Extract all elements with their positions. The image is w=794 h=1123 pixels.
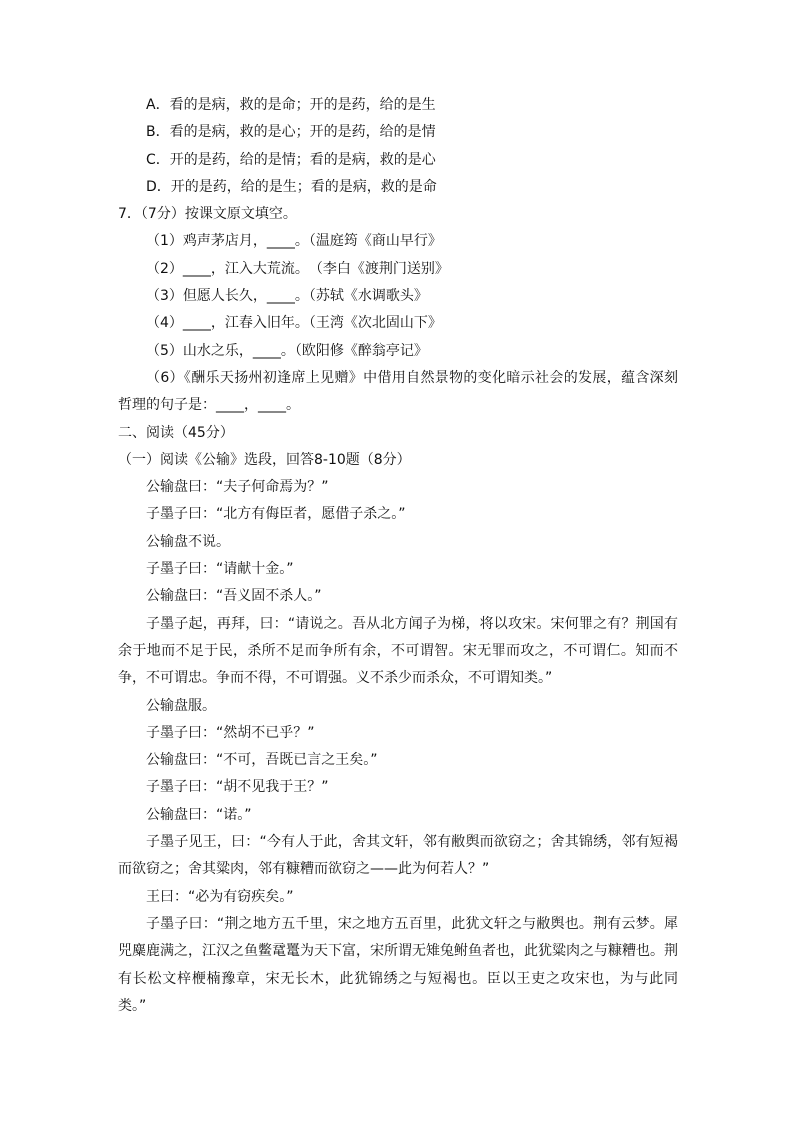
passage-paragraph: 公输盘曰：“吾义固不杀人。” [146,588,322,605]
option-b: B．看的是病，救的是心；开的是药，给的是情 [146,124,436,141]
passage-paragraph: 王曰：“必为有窃疾矣。” [146,888,294,905]
q7-item-3: （3）但愿人长久，____。（苏轼《水调歌头》 [146,288,428,305]
passage-paragraph: 子墨子起，再拜，曰：“请说之。吾从北方闻子为梯，将以攻宋。宋何罪之有？荆国有余于地而不足于民，杀所不足而争所有余，不可谓智。宋无罪而攻之，不可谓仁。知而不争，不可谓忠。争而不得，不可谓强。义不杀少而杀众，不可谓知类。” [118,615,678,687]
question-7-title: 7．（7分）按课文原文填空。 [118,206,297,223]
section-2-heading: 二、阅读（45分） [118,424,234,441]
passage-paragraph: 子墨子曰：“胡不见我于王？” [146,779,329,796]
q7-item-5: （5）山水之乐，____。（欧阳修《醉翁亭记》 [146,342,428,359]
passage-paragraph: 公输盘曰：“诺。” [146,806,252,823]
section-2-sub-heading: （一）阅读《公输》选段，回答8-10题（8分） [118,451,411,468]
q7-item-6: （6）《酬乐天扬州初逢席上见赠》中借用自然景物的变化暗示社会的发展，蕴含深刻哲理的句子是：____，____。 [118,369,678,414]
option-a: A．看的是病，救的是命；开的是药，给的是生 [146,97,436,113]
passage-paragraph: 公输盘服。 [146,697,216,714]
passage-paragraph: 子墨子曰：“然胡不已乎？” [146,724,315,741]
document-page [118,92,678,1020]
option-c: C．开的是药，给的是情；看的是病，救的是心 [146,151,436,168]
q7-item-4: （4）____，江春入旧年。（王湾《次北固山下》 [146,315,442,332]
passage-paragraph: 子墨子曰：“北方有侮臣者，愿借子杀之。” [146,506,406,523]
q7-item-2: （2）____，江入大荒流。 （李白《渡荆门送别》 [146,260,449,277]
passage-paragraph: 子墨子见王，曰：“今有人于此，舍其文轩，邻有敝舆而欲窃之；舍其锦绣，邻有短褐而欲窃之；舍其粱肉，邻有糠糟而欲窃之——此为何若人？” [118,834,678,878]
passage-paragraph: 公输盘曰：“夫子何命焉为？” [146,479,329,496]
passage-paragraph: 子墨子曰：“请献十金。” [146,561,294,578]
passage-paragraph: 子墨子曰：“荆之地方五千里，宋之地方五百里，此犹文轩之与敝舆也。荆有云梦。犀兕麋鹿满之，江汉之鱼鳖鼋鼍为天下富，宋所谓无雉兔鲋鱼者也，此犹粱肉之与糠糟也。荆有长松文梓楩楠豫章，宋无长木，此犹锦绣之与短褐也。臣以王吏之攻宋也，为与此同类。” [118,915,678,1014]
option-d: D．开的是药，给的是生；看的是病，救的是命 [146,178,437,195]
passage-paragraph: 公输盘不说。 [146,533,230,550]
q7-item-1: （1）鸡声茅店月，____。（温庭筠《商山早行》 [146,233,442,250]
passage-paragraph: 公输盘曰：“不可，吾既已言之王矣。” [146,752,378,769]
